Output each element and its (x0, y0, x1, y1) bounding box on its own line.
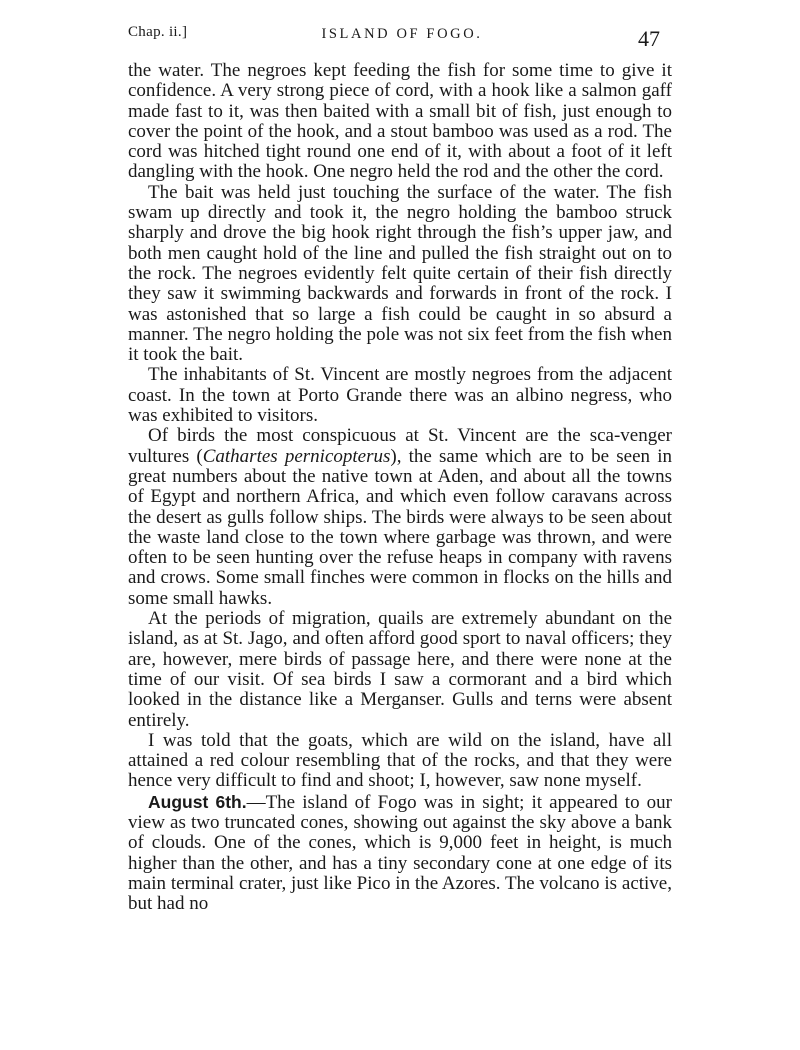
paragraph (128, 731, 672, 792)
paragraph (128, 183, 672, 366)
paragraph (128, 426, 672, 609)
paragraph-text-after: ), the same which are to be seen in great numbers about the native town at Aden, and about all the towns of Egypt and northern Africa, and which even follow caravans across the desert as gulls follow ships. The birds were always to be seen about the waste land close to the town where garbage was thrown, and were often to be seen hunting over the refuse heaps in company with ravens and crows. Some small finches were common in flocks on the hills and some small hawks. (128, 445, 672, 609)
paragraph-dated (128, 792, 672, 915)
paragraph-text-before: Of birds the most conspicuous at St. Vincent are the sca-venger vultures ( (128, 425, 672, 467)
chapter-label: Chap. ii.] (128, 24, 188, 40)
paragraph (128, 365, 672, 426)
running-head (128, 22, 676, 52)
paragraph-text: —The island of Fogo was in sight; it appeared to our view as two truncated cones, showing out against the sky above a bank of clouds. One of the cones, which is 9,000 feet in height, is much higher than the other, and has a tiny secondary cone at one edge of its main terminal crater, just like Pico in the Azores. The volcano is active, but had no (128, 791, 672, 915)
body-text (128, 61, 672, 914)
date-label: August 6th. (148, 791, 247, 812)
running-title: ISLAND OF FOGO. (321, 26, 483, 42)
paragraph-text: At the periods of migration, quails are extremely abundant on the island, as at St. Jago, and often afford good sport to naval officers; they are, however, mere birds of passage here, and there were none at the time of our visit. Of sea birds I saw a cormorant and a bird which looked in the distance like a Merganser. Gulls and terns were absent entirely. (128, 608, 672, 731)
paragraph-text: I was told that the goats, which are wild on the island, have all attained a red colour resembling that of the rocks, and that they were hence very difficult to find and shoot; I, however, saw none myself. (128, 729, 672, 792)
species-name: Cathartes pernicopterus (202, 445, 391, 467)
paragraph-continued (128, 61, 672, 183)
paragraph-text: The inhabitants of St. Vincent are mostly negroes from the adjacent coast. In the town at Porto Grande there was an albino negress, who was exhibited to visitors. (128, 364, 672, 427)
page-number: 47 (638, 26, 660, 51)
paragraph-text: The bait was held just touching the surface of the water. The fish swam up directly and took it, the negro holding the bamboo struck sharply and drove the big hook right through the fish’s upper jaw, and both men caught hold of the line and pulled the fish straight out on to the rock. The negroes evidently felt quite certain of their fish directly they saw it swimming backwards and forwards in front of the rock. I was astonished that so large a fish could be caught in so absurd a manner. The negro holding the pole was not six feet from the fish when it took the bait. (128, 181, 672, 366)
paragraph (128, 609, 672, 731)
paragraph-text: the water. The negroes kept feeding the fish for some time to give it confidence. A very strong piece of cord, with a hook like a salmon gaff made fast to it, was then baited with a small bit of fish, just enough to cover the point of the hook, and a stout bamboo was used as a rod. The cord was hitched tight round one end of it, with about a foot of it left dangling with the hook. One negro held the rod and the other the cord. (128, 60, 672, 183)
